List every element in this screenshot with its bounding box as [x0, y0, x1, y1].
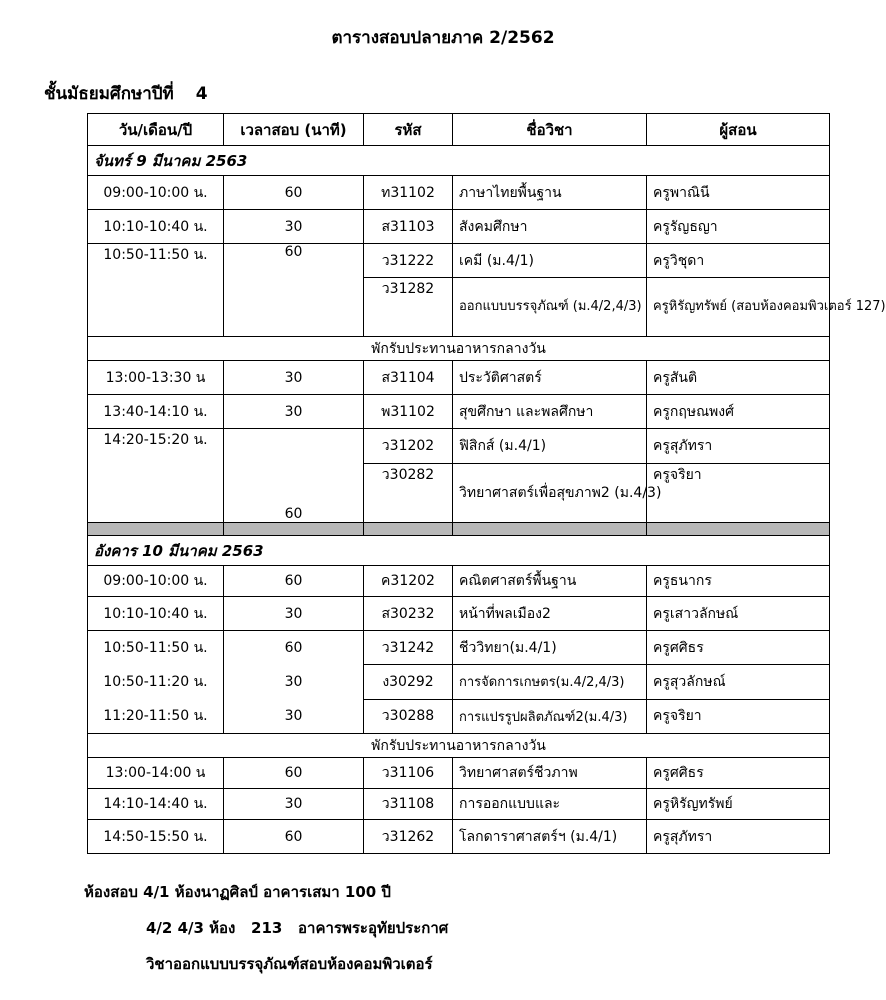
- header-duration: เวลาสอบ (นาที): [224, 114, 364, 146]
- exam-room-note: วิชาออกแบบบรรจุภัณฑ์สอบห้องคอมพิวเตอร์: [146, 955, 433, 973]
- exam-time: 14:10-14:40 น.: [88, 789, 224, 820]
- exam-duration: 60: [224, 429, 364, 523]
- subject-code: ส30232: [364, 597, 453, 631]
- exam-duration: 60: [224, 244, 364, 337]
- teacher-name: ครูศศิธร: [647, 631, 830, 665]
- subject-name: ออกแบบบรรจุภัณฑ์ (ม.4/2,4/3): [453, 278, 647, 337]
- exam-time: 13:40-14:10 น.: [88, 395, 224, 429]
- lunch-row: [88, 734, 830, 758]
- subject-code: ง30292: [364, 665, 453, 699]
- exam-duration: 60: [224, 820, 364, 854]
- exam-duration: 30: [284, 674, 303, 690]
- subject-code: พ31102: [364, 395, 453, 429]
- exam-time: 09:00-10:00 น.: [88, 566, 224, 597]
- teacher-name: ครูเสาวลักษณ์: [647, 597, 830, 631]
- day-separator-row: [88, 523, 830, 536]
- exam-time: 14:50-15:50 น.: [88, 820, 224, 854]
- exam-duration: 30: [224, 361, 364, 395]
- exam-time: 13:00-13:30 น: [88, 361, 224, 395]
- subject-name: ชีววิทยา(ม.4/1): [453, 631, 647, 665]
- header-subject: ชื่อวิชา: [453, 114, 647, 146]
- table-row: [88, 176, 830, 210]
- exam-time: 10:50-11:20 น.: [103, 674, 208, 690]
- exam-duration: 60: [284, 640, 303, 656]
- exam-time-group: [88, 631, 224, 734]
- teacher-name: ครูกฤษณพงศ์: [647, 395, 830, 429]
- teacher-name: ครูพาณินี: [647, 176, 830, 210]
- subject-name: สังคมศึกษา: [453, 210, 647, 244]
- table-row: [88, 758, 830, 789]
- exam-time: 11:20-11:50 น.: [103, 708, 208, 724]
- table-row: [88, 789, 830, 820]
- teacher-name: ครูศศิธร: [647, 758, 830, 789]
- subject-name: ฟิสิกส์ (ม.4/1): [453, 429, 647, 464]
- exam-duration: 30: [224, 789, 364, 820]
- exam-time: 09:00-10:00 น.: [88, 176, 224, 210]
- exam-duration: 30: [224, 210, 364, 244]
- subject-name: การออกแบบและ: [453, 789, 647, 820]
- teacher-name: ครูสันติ: [647, 361, 830, 395]
- teacher-name: ครูจริยา: [647, 699, 830, 733]
- teacher-name: ครูหิรัญทรัพย์ (สอบห้องคอมพิวเตอร์ 127): [647, 278, 830, 337]
- exam-time: 10:50-11:50 น.: [103, 640, 208, 656]
- table-header-row: [88, 114, 830, 146]
- teacher-name: ครูจริยา: [647, 464, 830, 523]
- exam-duration: 60: [224, 566, 364, 597]
- subject-name: หน้าที่พลเมือง2: [453, 597, 647, 631]
- day-row: [88, 146, 830, 176]
- lunch-break-label: พักรับประทานอาหารกลางวัน: [88, 734, 830, 758]
- subject-code: ท31102: [364, 176, 453, 210]
- grade-number: 4: [195, 84, 208, 104]
- teacher-name: ครูสุภัทรา: [647, 429, 830, 464]
- table-row: [88, 820, 830, 854]
- subject-name: คณิตศาสตร์พื้นฐาน: [453, 566, 647, 597]
- exam-duration: 30: [224, 597, 364, 631]
- teacher-name: ครูรัญธญา: [647, 210, 830, 244]
- lunch-break-label: พักรับประทานอาหารกลางวัน: [88, 337, 830, 361]
- day-label: อังคาร 10 มีนาคม 2563: [88, 536, 830, 566]
- subject-name: การจัดการเกษตร(ม.4/2,4/3): [453, 665, 647, 699]
- subject-name: การแปรรูปผลิตภัณฑ์2(ม.4/3): [453, 699, 647, 733]
- subject-code: ว30282: [364, 464, 453, 523]
- table-row: [88, 395, 830, 429]
- table-row: [88, 429, 830, 464]
- subject-name: เคมี (ม.4/1): [453, 244, 647, 278]
- exam-time: 10:10-10:40 น.: [88, 210, 224, 244]
- exam-duration: 30: [224, 395, 364, 429]
- table-row: [88, 566, 830, 597]
- page-title: ตารางสอบปลายภาค 2/2562: [331, 28, 555, 48]
- subject-code: ว31242: [364, 631, 453, 665]
- day-row: [88, 536, 830, 566]
- header-date: วัน/เดือน/ปี: [88, 114, 224, 146]
- table-row: [88, 210, 830, 244]
- exam-room-note: ห้องสอบ 4/1 ห้องนาฏศิลป์ อาคารเสมา 100 ปี: [84, 883, 391, 901]
- header-teacher: ผู้สอน: [647, 114, 830, 146]
- table-row: [88, 361, 830, 395]
- subject-code: ว31282: [364, 278, 453, 337]
- subject-name: วิทยาศาสตร์ชีวภาพ: [453, 758, 647, 789]
- subject-code: ว30288: [364, 699, 453, 733]
- table-row: [88, 631, 830, 665]
- subject-code: ว31106: [364, 758, 453, 789]
- subject-code: ส31103: [364, 210, 453, 244]
- table-row: [88, 244, 830, 278]
- exam-time: 10:50-11:50 น.: [88, 244, 224, 337]
- exam-room-note: 4/2 4/3 ห้อง 213 อาคารพระอุทัยประกาศ: [146, 919, 449, 937]
- day-label: จันทร์ 9 มีนาคม 2563: [88, 146, 830, 176]
- subject-name: โลกดาราศาสตร์ฯ (ม.4/1): [453, 820, 647, 854]
- subject-name: ประวัติศาสตร์: [453, 361, 647, 395]
- exam-duration-group: [224, 631, 364, 734]
- teacher-name: ครูสุภัทรา: [647, 820, 830, 854]
- table-row: [88, 597, 830, 631]
- exam-duration: 60: [224, 176, 364, 210]
- subject-name: สุขศึกษา และพลศึกษา: [453, 395, 647, 429]
- exam-time: 14:20-15:20 น.: [88, 429, 224, 523]
- lunch-row: [88, 337, 830, 361]
- exam-time: 10:10-10:40 น.: [88, 597, 224, 631]
- header-code: รหัส: [364, 114, 453, 146]
- subject-code: ว31202: [364, 429, 453, 464]
- subject-code: ว31108: [364, 789, 453, 820]
- teacher-name: ครูวิชุดา: [647, 244, 830, 278]
- subject-code: ว31262: [364, 820, 453, 854]
- exam-duration: 30: [284, 708, 303, 724]
- subject-code: ว31222: [364, 244, 453, 278]
- grade-label: ชั้นมัธยมศึกษาปีที่: [44, 84, 174, 104]
- subject-code: ค31202: [364, 566, 453, 597]
- grade-heading: [44, 80, 208, 107]
- exam-duration: 60: [224, 758, 364, 789]
- teacher-name: ครูหิรัญทรัพย์: [647, 789, 830, 820]
- teacher-name: ครูสุวลักษณ์: [647, 665, 830, 699]
- subject-name: วิทยาศาสตร์เพื่อสุขภาพ2 (ม.4/3): [453, 464, 647, 523]
- subject-code: ส31104: [364, 361, 453, 395]
- teacher-name: ครูธนากร: [647, 566, 830, 597]
- exam-time: 13:00-14:00 น: [88, 758, 224, 789]
- subject-name: ภาษาไทยพื้นฐาน: [453, 176, 647, 210]
- exam-schedule-table: [87, 113, 886, 854]
